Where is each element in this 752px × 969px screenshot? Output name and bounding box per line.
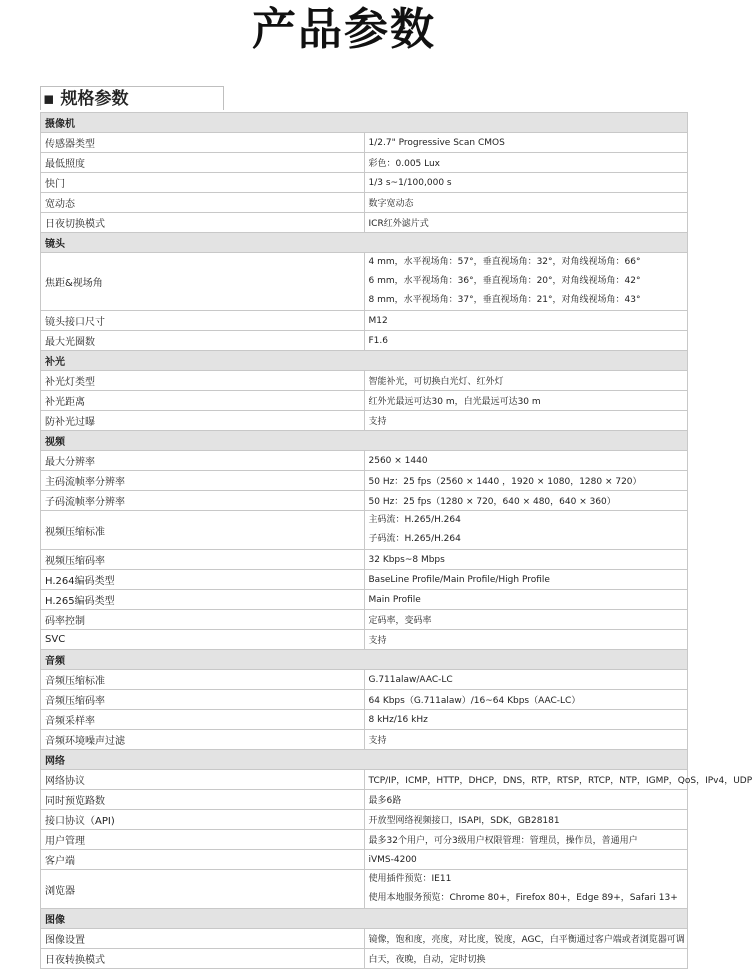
- section-title: ▪ 规格参数: [40, 86, 224, 110]
- spec-value: [364, 670, 688, 690]
- spec-value: [364, 810, 688, 830]
- spec-value-line: 最多6路: [368, 796, 402, 806]
- spec-row: [41, 610, 688, 630]
- spec-row: [41, 550, 688, 570]
- spec-row: [41, 929, 688, 949]
- spec-row: [41, 730, 688, 750]
- spec-key: 网络协议: [41, 770, 365, 790]
- spec-key: 视频压缩标准: [41, 511, 365, 550]
- spec-row: [41, 391, 688, 411]
- spec-row: [41, 173, 688, 193]
- spec-value-line: 最多32个用户，可分3级用户权限管理：管理员，操作员，普通用户: [368, 836, 638, 846]
- spec-value-line: 50 Hz：25 fps（1280 × 720，640 × 480，640 × 360）: [368, 497, 616, 507]
- spec-key: 音频采样率: [41, 710, 365, 730]
- spec-key: SVC: [41, 630, 365, 650]
- spec-row: [41, 253, 688, 311]
- spec-value-line: BaseLine Profile/Main Profile/High Profile: [368, 574, 550, 585]
- spec-value-line: 支持: [368, 736, 387, 746]
- spec-value: [364, 173, 688, 193]
- spec-key: 日夜切换模式: [41, 213, 365, 233]
- spec-key: H.264编码类型: [41, 570, 365, 590]
- spec-value-line: 32 Kbps~8 Mbps: [368, 554, 445, 565]
- spec-value: [364, 391, 688, 411]
- spec-value: [364, 371, 688, 391]
- spec-value-line: 子码流：H.265/H.264: [368, 534, 461, 544]
- spec-value: [364, 850, 688, 870]
- spec-value-line: 红外光最远可达30 m，白光最远可达30 m: [368, 397, 541, 407]
- category-row: [41, 113, 688, 133]
- spec-row: [41, 590, 688, 610]
- spec-value-line: 64 Kbps（G.711alaw）/16~64 Kbps（AAC-LC）: [368, 696, 581, 706]
- spec-value: [364, 451, 688, 471]
- spec-key: 最大分辨率: [41, 451, 365, 471]
- category-row: [41, 650, 688, 670]
- spec-value-line: 开放型网络视频接口，ISAPI，SDK，GB28181: [368, 816, 560, 826]
- spec-key: 最大光圈数: [41, 331, 365, 351]
- category-label: 图像: [41, 909, 688, 929]
- spec-key: 宽动态: [41, 193, 365, 213]
- spec-row: [41, 770, 688, 790]
- spec-row: [41, 690, 688, 710]
- category-row: [41, 750, 688, 770]
- spec-value-line: 主码流：H.265/H.264: [368, 515, 461, 525]
- spec-key: 补光灯类型: [41, 371, 365, 391]
- spec-value: [364, 411, 688, 431]
- category-label: 补光: [41, 351, 688, 371]
- spec-row: [41, 511, 688, 550]
- spec-row: [41, 311, 688, 331]
- category-label: 音频: [41, 650, 688, 670]
- spec-key: 视频压缩码率: [41, 550, 365, 570]
- spec-row: [41, 830, 688, 850]
- spec-key: 浏览器: [41, 870, 365, 909]
- spec-value: [364, 550, 688, 570]
- spec-value-line: G.711alaw/AAC-LC: [368, 674, 453, 685]
- spec-row: [41, 810, 688, 830]
- category-label: 摄像机: [41, 113, 688, 133]
- spec-key: 焦距&视场角: [41, 253, 365, 311]
- spec-key: 接口协议（API): [41, 810, 365, 830]
- spec-row: [41, 570, 688, 590]
- spec-key: 音频压缩标准: [41, 670, 365, 690]
- spec-row: [41, 870, 688, 909]
- spec-key: 客户端: [41, 850, 365, 870]
- spec-value: [364, 730, 688, 750]
- spec-row: [41, 193, 688, 213]
- spec-value-line: iVMS-4200: [368, 854, 417, 865]
- spec-row: [41, 451, 688, 471]
- spec-value-line: 智能补光，可切换白光灯、红外灯: [368, 377, 504, 387]
- spec-value: [364, 153, 688, 173]
- spec-value: [364, 630, 688, 650]
- spec-row: [41, 153, 688, 173]
- spec-value-line: 彩色：0.005 Lux: [368, 159, 441, 169]
- spec-value: [364, 471, 688, 491]
- spec-key: 日夜转换模式: [41, 949, 365, 969]
- spec-row: [41, 949, 688, 969]
- spec-value-line: 1/3 s~1/100,000 s: [368, 177, 452, 188]
- spec-value-line: 8 kHz/16 kHz: [368, 714, 428, 725]
- spec-key: 最低照度: [41, 153, 365, 173]
- spec-value-line: 2560 × 1440: [368, 455, 428, 466]
- spec-value-line: 白天，夜晚，自动，定时切换: [368, 955, 486, 965]
- spec-row: [41, 471, 688, 491]
- spec-row: [41, 213, 688, 233]
- spec-value: [364, 570, 688, 590]
- spec-value-line: 使用插件预览：IE11: [368, 874, 452, 884]
- spec-row: [41, 411, 688, 431]
- spec-value-line: TCP/IP，ICMP，HTTP，DHCP，DNS，RTP，RTSP，RTCP，NTP，IGMP，QoS，IPv4，UDP: [368, 776, 752, 786]
- category-label: 视频: [41, 431, 688, 451]
- spec-value: [364, 253, 688, 311]
- spec-row: [41, 331, 688, 351]
- spec-value: [364, 690, 688, 710]
- category-label: 镜头: [41, 233, 688, 253]
- spec-value-line: F1.6: [368, 335, 388, 346]
- category-row: [41, 233, 688, 253]
- spec-value-line: 数字宽动态: [368, 199, 414, 209]
- spec-value-line: 支持: [368, 636, 387, 646]
- category-label: 网络: [41, 750, 688, 770]
- spec-value: [364, 193, 688, 213]
- spec-value: [364, 311, 688, 331]
- spec-value-line: 6 mm，水平视场角：36°，垂直视场角：20°，对角线视场角：42°: [368, 276, 641, 286]
- spec-value: [364, 929, 688, 949]
- spec-value-line: 1/2.7" Progressive Scan CMOS: [368, 137, 505, 148]
- spec-value: [364, 610, 688, 630]
- spec-value-line: ICR红外滤片式: [368, 219, 429, 229]
- spec-value: [364, 870, 688, 909]
- spec-value: [364, 949, 688, 969]
- spec-value: [364, 133, 688, 153]
- spec-value: [364, 511, 688, 550]
- spec-value-line: 支持: [368, 417, 387, 427]
- spec-key: H.265编码类型: [41, 590, 365, 610]
- spec-key: 音频压缩码率: [41, 690, 365, 710]
- spec-row: [41, 630, 688, 650]
- spec-value: [364, 790, 688, 810]
- spec-value-line: 50 Hz：25 fps（2560 × 1440 ，1920 × 1080，1280 × 720）: [368, 477, 642, 487]
- spec-row: [41, 710, 688, 730]
- spec-value-line: 使用本地服务预览：Chrome 80+，Firefox 80+，Edge 89+，Safari 13+: [368, 893, 678, 903]
- spec-row: [41, 670, 688, 690]
- category-row: [41, 431, 688, 451]
- spec-value: [364, 213, 688, 233]
- spec-value-line: 定码率，变码率: [368, 616, 432, 626]
- spec-key: 快门: [41, 173, 365, 193]
- spec-key: 防补光过曝: [41, 411, 365, 431]
- spec-row: [41, 491, 688, 511]
- spec-section: [40, 86, 752, 969]
- spec-row: [41, 371, 688, 391]
- spec-value-line: Main Profile: [368, 594, 421, 605]
- spec-table: [40, 112, 752, 969]
- spec-key: 音频环境噪声过滤: [41, 730, 365, 750]
- spec-key: 子码流帧率分辨率: [41, 491, 365, 511]
- category-row: [41, 351, 688, 371]
- spec-value-line: 4 mm，水平视场角：57°，垂直视场角：32°，对角线视场角：66°: [368, 257, 641, 267]
- spec-key: 主码流帧率分辨率: [41, 471, 365, 491]
- spec-key: 传感器类型: [41, 133, 365, 153]
- spec-value: [364, 491, 688, 511]
- spec-key: 补光距离: [41, 391, 365, 411]
- spec-value: [364, 331, 688, 351]
- spec-value-line: M12: [368, 315, 388, 326]
- page-title: 产品参数: [252, 4, 436, 55]
- spec-key: 镜头接口尺寸: [41, 311, 365, 331]
- spec-value: [364, 830, 688, 850]
- spec-key: 用户管理: [41, 830, 365, 850]
- spec-row: [41, 790, 688, 810]
- spec-row: [41, 133, 688, 153]
- spec-value: [364, 710, 688, 730]
- spec-value-line: 镜像，饱和度，亮度，对比度，锐度，AGC，白平衡通过客户端或者浏览器可调: [368, 935, 685, 945]
- spec-key: 码率控制: [41, 610, 365, 630]
- spec-value: [364, 770, 752, 790]
- spec-key: 同时预览路数: [41, 790, 365, 810]
- spec-value-line: 8 mm，水平视场角：37°，垂直视场角：21°，对角线视场角：43°: [368, 295, 641, 305]
- category-row: [41, 909, 688, 929]
- spec-row: [41, 850, 688, 870]
- spec-value: [364, 590, 688, 610]
- spec-key: 图像设置: [41, 929, 365, 949]
